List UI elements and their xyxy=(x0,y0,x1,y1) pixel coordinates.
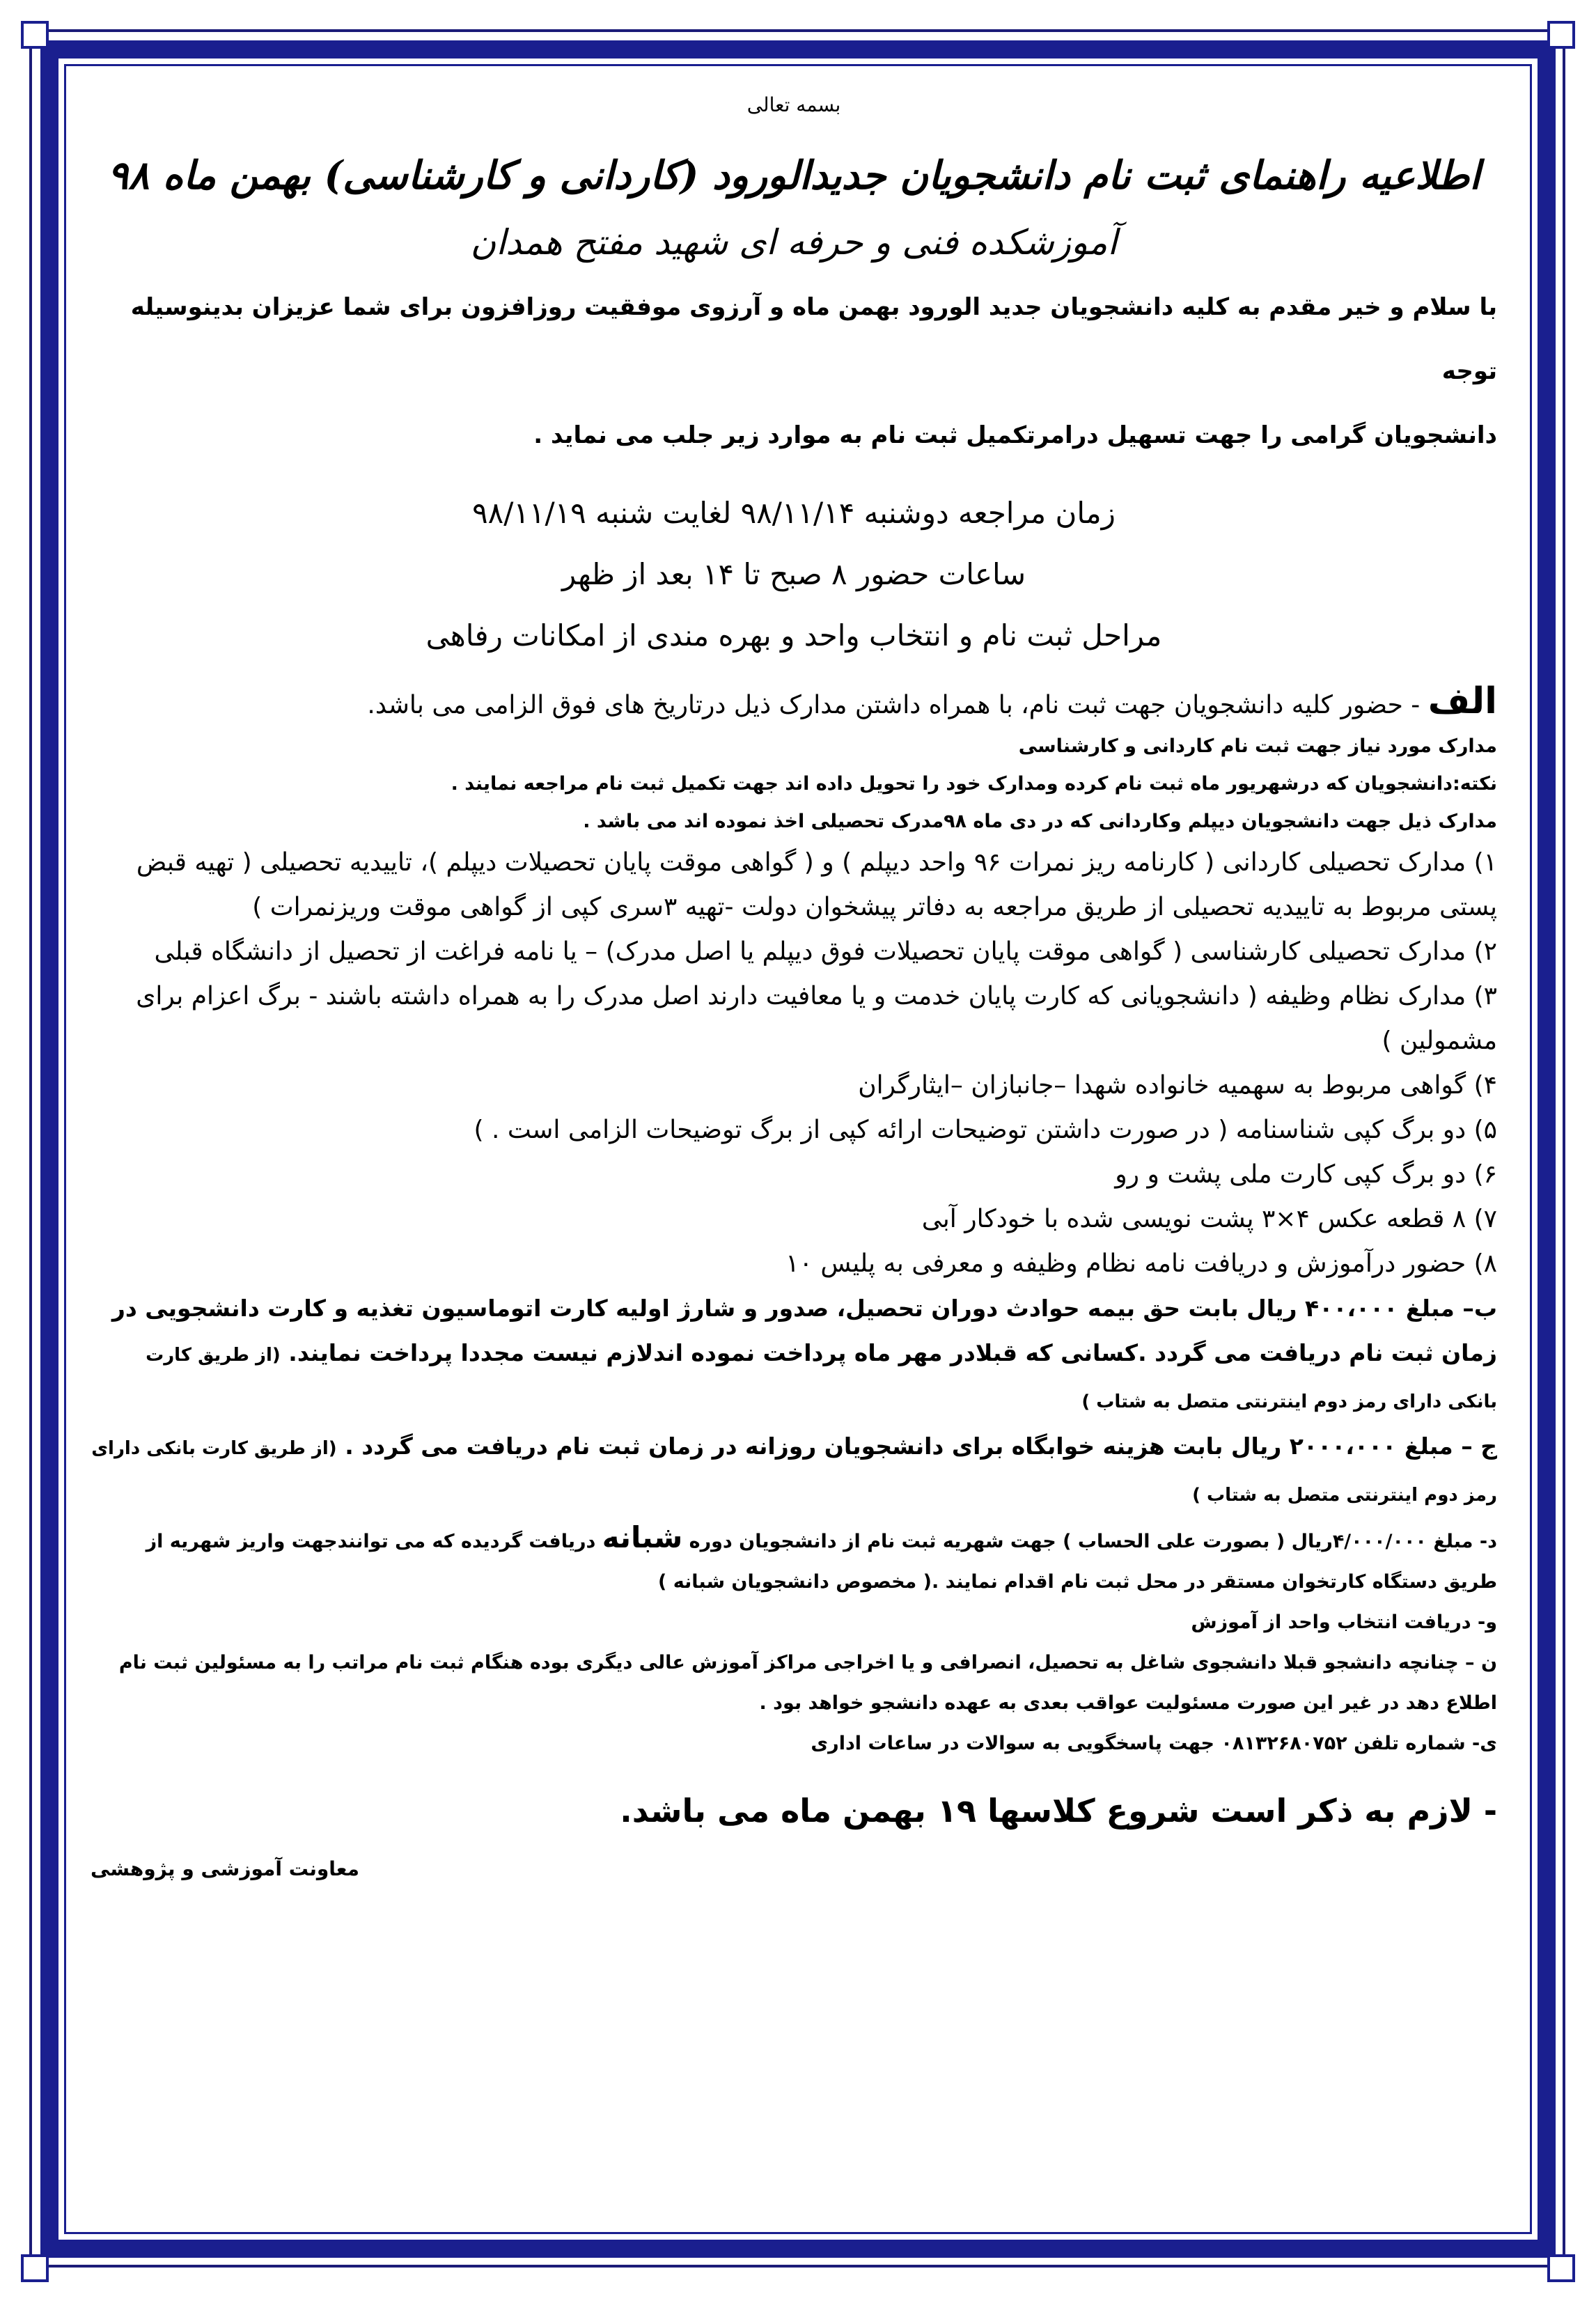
classes-start-note: - لازم به ذکر است شروع کلاسها ۱۹ بهمن ماه می باشد. xyxy=(620,1792,1497,1829)
list-item: ۴) گواهی مربوط به سهمیه خانواده شهدا –جانبازان –ایثارگران xyxy=(858,1071,1497,1100)
note-line: نکته:دانشجویان که درشهریور ماه ثبت نام کرده ومدارک خود را تحویل داده اند جهت تکمیل ثبت نام مراجعه نمایند . xyxy=(451,773,1497,795)
list-item: ۶) دو برگ کپی کارت ملی پشت و رو xyxy=(1115,1160,1497,1189)
list-item: ۲) مدارک تحصیلی کارشناسی ( گواهی موقت پایان تحصیلات فوق دیپلم یا اصل مدرک) – یا نامه فراغت از تحصیل از دانشگاه قبلی xyxy=(154,937,1497,966)
list-item: ۵) دو برگ کپی شناسنامه ( در صورت داشتن توضیحات ارائه کپی از برگ توضیحات الزامی است . ) xyxy=(474,1116,1497,1144)
institution-name: آموزشکده فنی و حرفه ای شهید مفتح همدان xyxy=(470,222,1118,263)
schedule-dates: زمان مراجعه دوشنبه ۹۸/۱۱/۱۴ لغایت شنبه ۹۸/۱۱/۱۹ xyxy=(472,496,1116,530)
document-list xyxy=(91,841,1497,1286)
section-nun: ن – چنانچه دانشجو قبلا دانشجوی شاغل به تحصیل، انصرافی و یا اخراجی مراکز آموزش عالی دیگری بوده هنگام ثبت نام مراتب را به مسئولین ثبت نام اطلاع دهد در غیر این صورت مسئولیت عواقب بعدی به عهده دانشجو خواهد بود . xyxy=(118,1652,1497,1714)
section-dal: د- مبلغ ۴/۰۰۰/۰۰۰ریال ( بصورت علی الحساب ) جهت شهریه ثبت نام از دانشجویان دوره شبانه دریافت گردیده که می توانندجهت واریز شهریه از طریق دستگاه کارتخوان مستقر در محل ثبت نام اقدام نمایند .( مخصوص دانشجویان شبانه ) xyxy=(146,1520,1497,1593)
basmala: بسمه تعالی xyxy=(746,93,841,116)
payment-note: (از طریق کارت بانکی دارای رمز دوم اینترنتی متصل به شتاب ) xyxy=(146,1345,1497,1412)
intro-paragraph xyxy=(91,275,1497,467)
section-text: - حضور کلیه دانشجویان جهت ثبت نام، با همراه داشتن مدارک ذیل درتاریخ های فوق الزامی می باشد. xyxy=(367,691,1421,719)
list-item: ۱) مدارک تحصیلی کاردانی ( کارنامه ریز نمرات ۹۶ واحد دیپلم ) و ( گواهی موقت پایان تحصیلات دیپلم )، تاییدیه تحصیلی ( تهیه قبض پستی مربوط به تاییدیه تحصیلی از طریق مراجعه به دفاتر پیشخوان دولت -تهیه ۳سری کپی از گواهی موقت وریزنمرات ) xyxy=(136,848,1497,921)
section-be: ب– مبلغ ۴۰۰،۰۰۰ ریال بابت حق بیمه حوادث دوران تحصیل، صدور و شارژ اولیه کارت اتوماسیون تغذیه و کارت دانشجویی در زمان ثبت نام دریافت می گردد .کسانی که قبلادر مهر ماه پرداخت نموده اندلازم نیست مجددا پرداخت نمایند. (از طریق کارت بانکی دارای رمز دوم اینترنتی متصل به شتاب ) xyxy=(111,1295,1497,1412)
corner-ornament xyxy=(21,2254,49,2282)
intro-line: با سلام و خیر مقدم به کلیه دانشجویان جدید الورود بهمن ماه و آرزوی موفقیت روزافزون برای شما عزیزان بدینوسیله توجه xyxy=(130,293,1497,385)
signature: معاونت آموزشی و پژوهشی xyxy=(91,1857,359,1880)
note-line: مدارک مورد نیاز جهت ثبت نام کاردانی و کارشناسی xyxy=(1018,735,1497,757)
document-body xyxy=(91,84,1497,1880)
section-vav: و- دریافت انتخاب واحد از آموزش xyxy=(1191,1611,1497,1633)
corner-ornament xyxy=(1547,2254,1575,2282)
section-ye: ی- شماره تلفن ۰۸۱۳۲۶۸۰۷۵۲ جهت پاسخگویی به سوالات در ساعات اداری xyxy=(811,1733,1497,1754)
section-alef xyxy=(91,679,1497,728)
schedule-block xyxy=(91,483,1497,666)
document-title: اطلاعیه راهنمای ثبت نام دانشجویان جدیدالورود (کاردانی و کارشناسی) بهمن ماه ۹۸ xyxy=(107,153,1480,198)
corner-ornament xyxy=(1547,21,1575,49)
intro-line: دانشجویان گرامی را جهت تسهیل درامرتکمیل ثبت نام به موارد زیر جلب می نماید . xyxy=(533,421,1497,449)
note-line: مدارک ذیل جهت دانشجویان دیپلم وکاردانی که در دی ماه ۹۸مدرک تحصیلی اخذ نموده اند می باشد . xyxy=(583,811,1497,832)
list-item: ۷) ۸ قطعه عکس ۴×۳ پشت نویسی شده با خودکار آبی xyxy=(921,1205,1497,1233)
list-item: ۳) مدارک نظام وظیفه ( دانشجویانی که کارت پایان خدمت و یا معافیت دارند اصل مدرک را به همراه داشته باشند - برگ اعزام برای مشمولین ) xyxy=(136,982,1497,1055)
section-letter: الف xyxy=(1427,680,1497,722)
list-item: ۸) حضور درآموزش و دریافت نامه نظام وظیفه و معرفی به پلیس ۱۰ xyxy=(785,1249,1497,1278)
schedule-hours: ساعات حضور ۸ صبح تا ۱۴ بعد از ظهر xyxy=(561,557,1026,591)
payment-note: (از طریق کارت بانکی دارای رمز دوم اینترنتی متصل به شتاب ) xyxy=(91,1438,1497,1506)
evening-emphasis: شبانه xyxy=(602,1520,683,1554)
corner-ornament xyxy=(21,21,49,49)
schedule-steps: مراحل ثبت نام و انتخاب واحد و بهره مندی از امکانات رفاهی xyxy=(425,618,1162,653)
note-block xyxy=(91,728,1497,841)
section-jim: ج – مبلغ ۲۰۰۰،۰۰۰ ریال بابت هزینه خوابگاه برای دانشجویان روزانه در زمان ثبت نام دریافت می گردد . (از طریق کارت بانکی دارای رمز دوم اینترنتی متصل به شتاب ) xyxy=(91,1433,1497,1506)
